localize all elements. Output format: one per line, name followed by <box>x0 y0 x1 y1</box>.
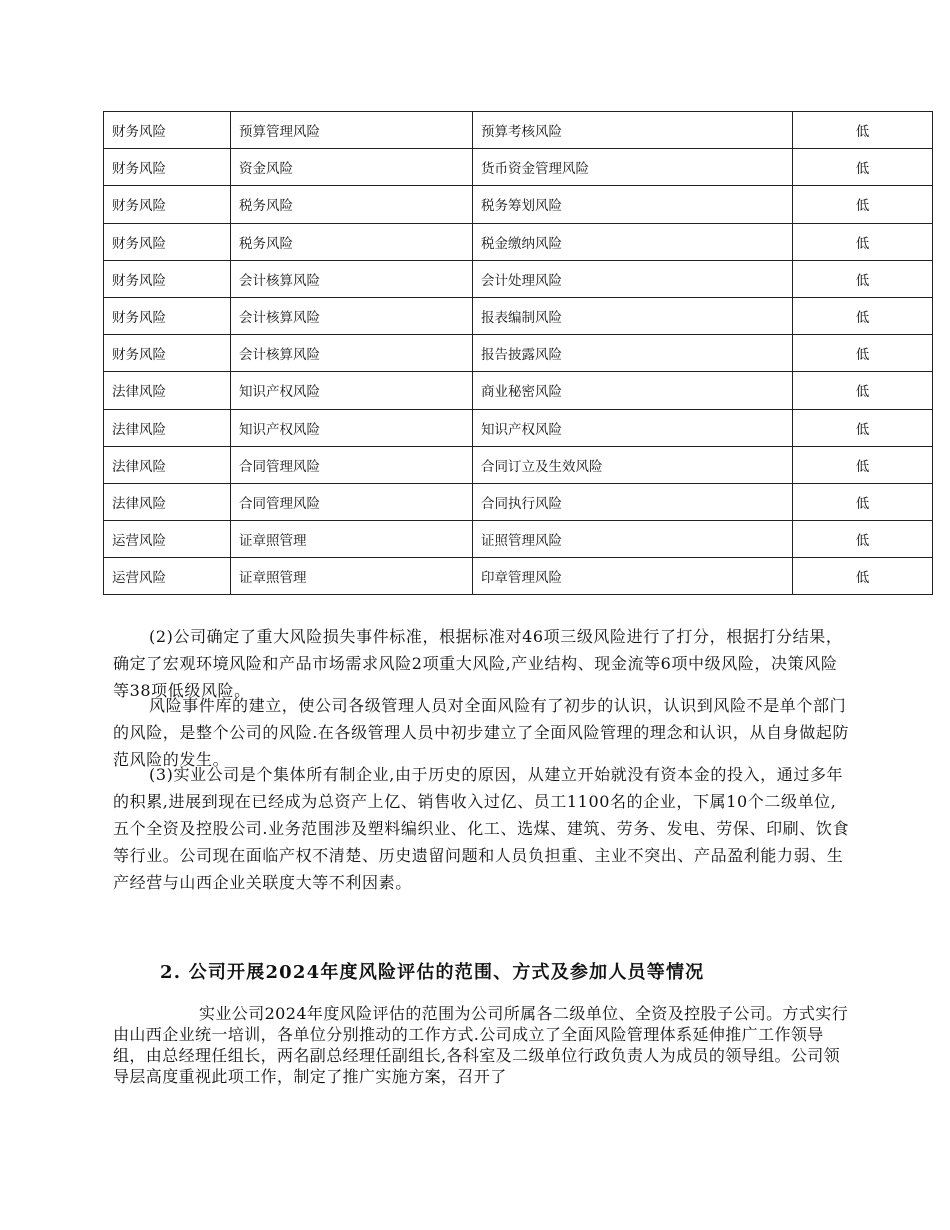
risk-item-cell: 印章管理风险 <box>473 558 793 595</box>
table-row <box>104 260 933 297</box>
risk-level-cell: 低 <box>793 149 933 186</box>
risk-item-cell: 会计处理风险 <box>473 260 793 297</box>
risk-item-cell: 税金缴纳风险 <box>473 223 793 260</box>
risk-subcategory-cell: 会计核算风险 <box>231 297 473 334</box>
table-row <box>104 446 933 483</box>
table-row <box>104 112 933 149</box>
risk-category-cell: 法律风险 <box>104 483 231 520</box>
risk-level-cell: 低 <box>793 372 933 409</box>
risk-subcategory-cell: 证章照管理 <box>231 558 473 595</box>
risk-level-cell: 低 <box>793 558 933 595</box>
risk-subcategory-cell: 税务风险 <box>231 186 473 223</box>
table-row <box>104 186 933 223</box>
risk-level-cell: 低 <box>793 446 933 483</box>
risk-subcategory-cell: 资金风险 <box>231 149 473 186</box>
risk-category-cell: 财务风险 <box>104 260 231 297</box>
risk-subcategory-cell: 知识产权风险 <box>231 372 473 409</box>
table-row <box>104 409 933 446</box>
risk-category-cell: 法律风险 <box>104 372 231 409</box>
risk-item-cell: 报告披露风险 <box>473 335 793 372</box>
risk-level-cell: 低 <box>793 335 933 372</box>
risk-item-cell: 知识产权风险 <box>473 409 793 446</box>
risk-subcategory-cell: 会计核算风险 <box>231 260 473 297</box>
risk-item-cell: 商业秘密风险 <box>473 372 793 409</box>
risk-category-cell: 财务风险 <box>104 149 231 186</box>
risk-level-cell: 低 <box>793 483 933 520</box>
paragraph-3: (3)实业公司是个集体所有制企业,由于历史的原因，从建立开始就没有资本金的投入，通过多年的积累,进展到现在已经成为总资产上亿、销售收入过亿、员工1100名的企业，下属10个二级单位,五个全资及控股公司.业务范围涉及塑料编织业、化工、选煤、建筑、劳务、发电、劳保、印刷、饮食等行业。公司现在面临产权不清楚、历史遗留问题和人员负担重、主业不突出、产品盈利能力弱、生产经营与山西企业关联度大等不利因素。 <box>113 765 850 892</box>
risk-item-cell: 证照管理风险 <box>473 521 793 558</box>
table-row <box>104 297 933 334</box>
risk-level-cell: 低 <box>793 186 933 223</box>
risk-category-cell: 财务风险 <box>104 223 231 260</box>
risk-table <box>103 111 933 595</box>
table-row <box>104 483 933 520</box>
risk-item-cell: 货币资金管理风险 <box>473 149 793 186</box>
paragraph-scope: 实业公司2024年度风险评估的范围为公司所属各二级单位、全资及控股子公司。方式实行由山西企业统一培训，各单位分别推动的工作方式.公司成立了全面风险管理体系延伸推广工作领导组，由总经理任组长，两名副总经理任副组长,各科室及二级单位行政负责人为成员的领导组。公司领导层高度重视此项工作，制定了推广实施方案，召开了 <box>113 1004 849 1086</box>
risk-level-cell: 低 <box>793 112 933 149</box>
table-row <box>104 372 933 409</box>
risk-subcategory-cell: 预算管理风险 <box>231 112 473 149</box>
risk-subcategory-cell: 会计核算风险 <box>231 335 473 372</box>
risk-level-cell: 低 <box>793 521 933 558</box>
risk-item-cell: 合同订立及生效风险 <box>473 446 793 483</box>
risk-item-cell: 报表编制风险 <box>473 297 793 334</box>
risk-level-cell: 低 <box>793 260 933 297</box>
table-row <box>104 335 933 372</box>
table-row <box>104 223 933 260</box>
risk-item-cell: 合同执行风险 <box>473 483 793 520</box>
table-row <box>104 558 933 595</box>
risk-subcategory-cell: 合同管理风险 <box>231 446 473 483</box>
risk-item-cell: 税务筹划风险 <box>473 186 793 223</box>
risk-level-cell: 低 <box>793 409 933 446</box>
risk-subcategory-cell: 合同管理风险 <box>231 483 473 520</box>
risk-subcategory-cell: 证章照管理 <box>231 521 473 558</box>
risk-category-cell: 法律风险 <box>104 446 231 483</box>
section-heading: 2. 公司开展2024年度风险评估的范围、方式及参加人员等情况 <box>160 962 705 983</box>
risk-category-cell: 法律风险 <box>104 409 231 446</box>
risk-item-cell: 预算考核风险 <box>473 112 793 149</box>
risk-category-cell: 财务风险 <box>104 112 231 149</box>
paragraph-risk-library: 风险事件库的建立，使公司各级管理人员对全面风险有了初步的认识，认识到风险不是单个部门的风险，是整个公司的风险.在各级管理人员中初步建立了全面风险管理的理念和认识，从自身做起防范风险的发生。 <box>113 696 850 769</box>
paragraph-2: (2)公司确定了重大风险损失事件标准，根据标准对46项三级风险进行了打分，根据打分结果，确定了宏观环境风险和产品市场需求风险2项重大风险,产业结构、现金流等6项中级风险，决策风险等38项低级风险。 <box>113 627 843 700</box>
risk-subcategory-cell: 税务风险 <box>231 223 473 260</box>
risk-category-cell: 财务风险 <box>104 186 231 223</box>
risk-category-cell: 运营风险 <box>104 558 231 595</box>
risk-category-cell: 运营风险 <box>104 521 231 558</box>
risk-category-cell: 财务风险 <box>104 297 231 334</box>
table-row <box>104 149 933 186</box>
table-row <box>104 521 933 558</box>
risk-category-cell: 财务风险 <box>104 335 231 372</box>
risk-level-cell: 低 <box>793 223 933 260</box>
risk-level-cell: 低 <box>793 297 933 334</box>
risk-subcategory-cell: 知识产权风险 <box>231 409 473 446</box>
